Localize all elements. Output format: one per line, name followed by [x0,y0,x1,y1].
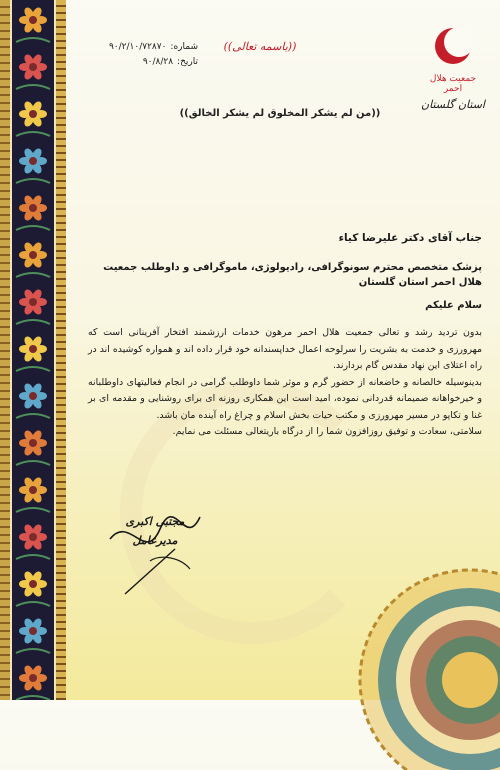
handwritten-signature-icon [90,509,220,599]
floral-motif [16,53,50,89]
meta-number-row [88,40,198,55]
province-name: استان گلستان [421,98,485,111]
floral-motif [16,429,50,465]
number-label: شماره: [170,42,198,52]
floral-motif [16,523,50,559]
motto-line: ((من لم یشکر المخلوق لم یشکر الخالق)) [179,108,381,119]
red-crescent-icon [429,22,477,70]
paragraph-3: سلامتی، سعادت و توفیق روزافزون شما را از درگاه باریتعالی مسئلت می نمایم. [172,426,482,437]
border-pattern-band [12,0,54,700]
border-inner-band [56,0,66,700]
floral-motif [16,194,50,230]
decorative-border [0,0,66,700]
floral-motif [16,6,50,42]
salutation: جناب آقای دکتر علیرضا کیاء [338,232,482,244]
border-outer-band [0,0,10,700]
floral-motif [16,476,50,512]
floral-motif [16,617,50,653]
bismillah-heading: ((باسمه تعالی)) [223,40,297,53]
signature-block [100,515,210,547]
number-value: ۹۰/۲/۱۰/۷۲۸۷۰ [108,42,167,52]
recipient-position: پزشک متخصص محترم سونوگرافی، رادیولوژی، ماموگرافی و داوطلب جمعیت هلال احمر استان گلستان [103,262,482,288]
signer-name: مجتبی اکبری [125,515,185,528]
paragraph-1: بدون تردید رشد و تعالی جمعیت هلال احمر مرهون خدمات ارزشمند افتخار آفرینانی است که مهرورزی و خدمت به بشریت را سرلوحه اعمال خداپسندانه خود قرار داده اند و همواره کوشیده اند در راه اعتلای این نهاد مقدس گام بردارند. [88,327,482,371]
paragraph-2: بدینوسیله خالصانه و خاضعانه از حضور گرم و موثر شما داوطلب گرامی در انجام فعالیتهای داوطلبانه و خیرخواهانه صمیمانه قدردانی نموده، امید است این همکاری روزنه ای برای روشنایی و مقدمه ای بر غنا و تکاپو در مسیر مهرورزی و مکتب حیات بخش اسلام و چراغ راه آینده مان باشد. [88,376,482,421]
corner-ornament-icon [320,530,500,770]
floral-motif [16,147,50,183]
floral-motif [16,288,50,324]
floral-motif [16,664,50,700]
floral-motif [16,100,50,136]
signer-title: مدیرعامل [132,534,178,547]
letter-meta [88,40,198,70]
org-logo [420,22,486,111]
date-label: تاریخ: [177,57,198,67]
letter-body [88,232,482,441]
date-value: ۹۰/۸/۲۸ [142,57,174,67]
greeting: سلام علیکم [425,300,482,311]
floral-pattern-icon [12,0,54,700]
floral-motif [16,241,50,277]
org-name: جمعیت هلال احمر [429,74,477,94]
floral-motif [16,335,50,371]
meta-date-row [88,55,198,70]
floral-motif [16,570,50,606]
floral-motif [16,382,50,418]
